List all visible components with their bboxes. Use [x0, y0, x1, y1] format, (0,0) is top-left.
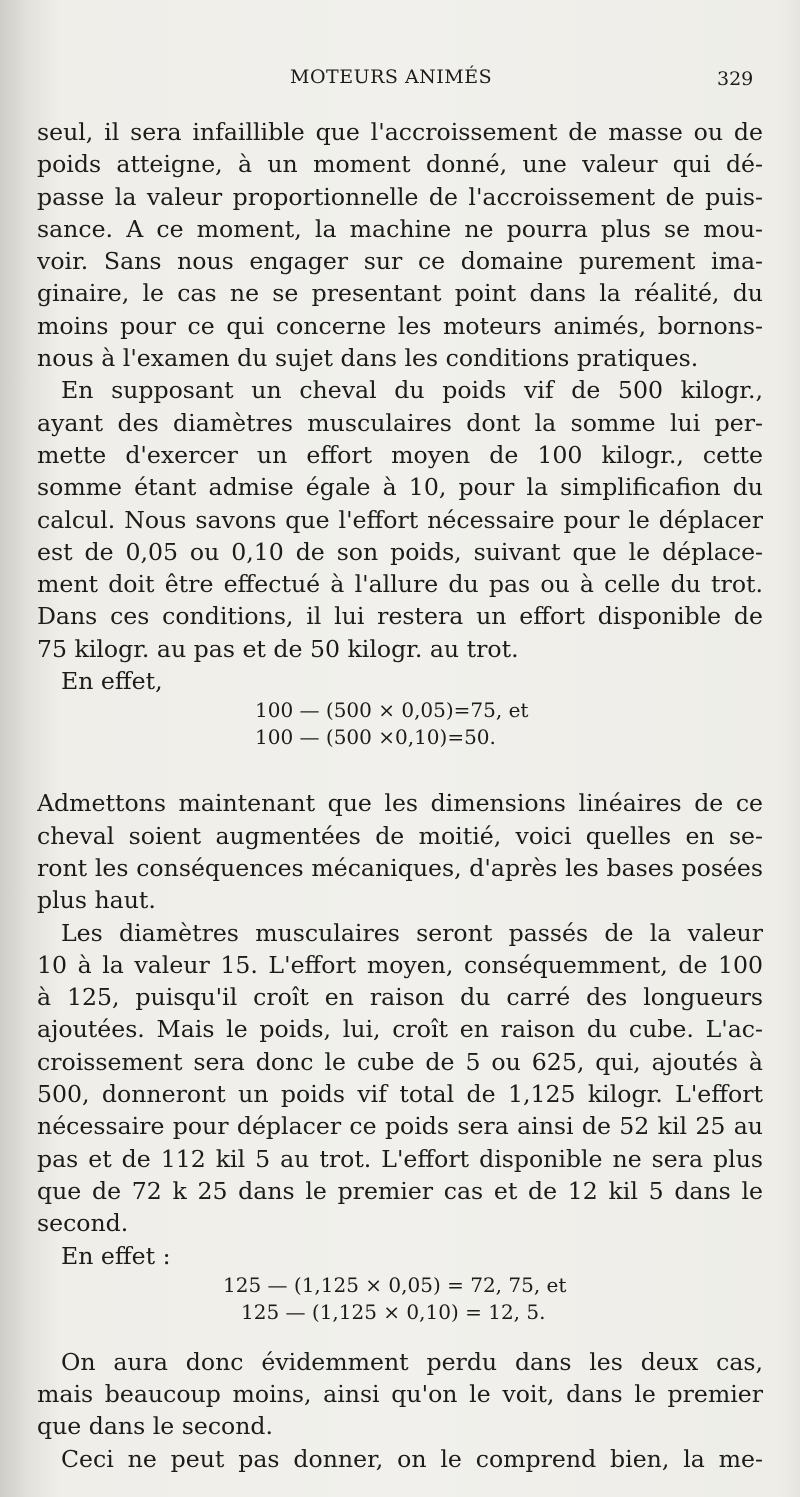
text-line: poids atteigne, à un moment donné, une valeur qui dé-	[37, 150, 763, 179]
text-line: On aura donc évidemment perdu dans les deux cas,	[61, 1347, 763, 1376]
text-line: passe la valeur proportionnelle de l'accroissement de puis-	[37, 182, 763, 211]
text-line: sance. A ce moment, la machine ne pourra plus se mou-	[37, 214, 763, 243]
paragraph	[37, 787, 763, 916]
text-line: nous à l'examen du sujet dans les conditions pratiques.	[37, 344, 699, 373]
text-line: voir. Sans nous engager sur ce domaine purement ima-	[37, 247, 763, 276]
text-line: à 125, puisqu'il croît en raison du carré des longueurs	[37, 983, 763, 1012]
formula-line: 100 — (500 ×0,10)=50.	[255, 725, 496, 750]
text-line: Les diamètres musculaires seront passés de la valeur	[61, 918, 763, 947]
text-line: En supposant un cheval du poids vif de 500 kilogr.,	[61, 376, 763, 405]
text-line: est de 0,05 ou 0,10 de son poids, suivant que le déplace-	[37, 537, 763, 566]
paragraph	[37, 665, 763, 751]
formula-line: 125 — (1,125 × 0,05) = 72, 75, et	[223, 1272, 567, 1297]
text-line: que dans le second.	[37, 1412, 274, 1441]
running-title: MOTEURS ANIMÉS	[290, 66, 493, 88]
text-line: nécessaire pour déplacer ce poids sera ainsi de 52 kil 25 au	[37, 1112, 763, 1141]
paragraph	[37, 374, 763, 665]
formula-line: 125 — (1,125 × 0,10) = 12, 5.	[241, 1299, 546, 1324]
text-line: calcul. Nous savons que l'effort nécessaire pour le déplacer	[37, 505, 763, 534]
text-line: 10 à la valeur 15. L'effort moyen, conséquemment, de 100	[37, 950, 763, 979]
text-line: ment doit être effectué à l'allure du pas ou à celle du trot.	[37, 570, 763, 599]
text-line: cheval soient augmentées de moitié, voici quelles en se-	[37, 821, 763, 850]
text-line: mette d'exercer un effort moyen de 100 kilogr., cette	[37, 440, 763, 469]
page-number: 329	[717, 68, 754, 90]
formula-line: 100 — (500 × 0,05)=75, et	[255, 698, 529, 723]
text-line: 75 kilogr. au pas et de 50 kilogr. au trot.	[37, 634, 519, 663]
page-header	[0, 66, 800, 96]
text-line: croissement sera donc le cube de 5 ou 625, qui, ajoutés à	[37, 1047, 763, 1076]
text-line: ajoutées. Mais le poids, lui, croît en raison du cube. L'ac-	[37, 1015, 763, 1044]
text-line: somme étant admise égale à 10, pour la simplificafion du	[37, 473, 763, 502]
text-line: ginaire, le cas ne se presentant point dans la réalité, du	[37, 279, 763, 308]
paragraph	[37, 116, 763, 374]
text-line: Dans ces conditions, il lui restera un effort disponible de	[37, 602, 763, 631]
paragraph	[37, 1240, 763, 1326]
text-line: second.	[37, 1209, 129, 1238]
text-line: que de 72 k 25 dans le premier cas et de 12 kil 5 dans le	[37, 1176, 763, 1205]
text-line: Ceci ne peut pas donner, on le comprend bien, la me-	[61, 1444, 763, 1473]
text-line: En effet,	[61, 667, 163, 696]
text-line: plus haut.	[37, 886, 156, 915]
text-line: En effet :	[61, 1241, 171, 1270]
paragraph	[37, 1443, 763, 1475]
text-line: ayant des diamètres musculaires dont la somme lui per-	[37, 408, 763, 437]
text-line: ront les conséquences mécaniques, d'après les bases posées	[37, 853, 763, 882]
page-body	[37, 116, 763, 1475]
text-line: 500, donneront un poids vif total de 1,125 kilogr. L'effort	[37, 1080, 763, 1109]
text-line: pas et de 112 kil 5 au trot. L'effort disponible ne sera plus	[37, 1144, 763, 1173]
text-line: moins pour ce qui concerne les moteurs animés, bornons-	[37, 311, 763, 340]
text-line: Admettons maintenant que les dimensions linéaires de ce	[37, 789, 763, 818]
text-line: seul, il sera infaillible que l'accroissement de masse ou de	[37, 118, 763, 146]
paragraph	[37, 1346, 763, 1443]
text-line: mais beaucoup moins, ainsi qu'on le voit, dans le premier	[37, 1380, 763, 1409]
paragraph	[37, 917, 763, 1240]
